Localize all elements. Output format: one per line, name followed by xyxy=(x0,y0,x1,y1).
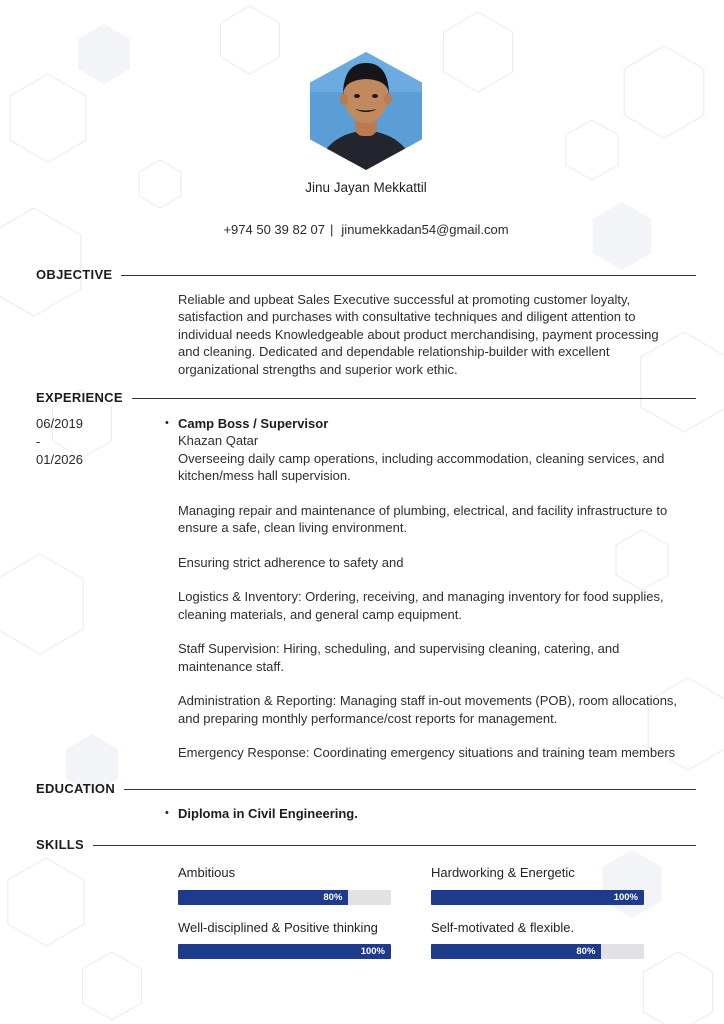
education-item xyxy=(165,805,696,823)
education-degree: Diploma in Civil Engineering. xyxy=(178,806,358,821)
resume-content xyxy=(0,52,724,959)
profile-photo xyxy=(310,52,422,170)
education-heading: EDUCATION xyxy=(36,780,116,796)
skill-item xyxy=(431,864,644,905)
skill-progress-track xyxy=(178,944,391,959)
experience-paragraph: Administration & Reporting: Managing staff in-out movements (POB), room allocations, and preparing monthly performance/cost reports for management. xyxy=(178,693,678,726)
skill-progress-fill xyxy=(431,890,644,905)
skill-progress-fill xyxy=(431,944,601,959)
experience-dates xyxy=(36,415,178,762)
experience-entry xyxy=(36,415,696,762)
experience-paragraph: Staff Supervision: Hiring, scheduling, and supervising cleaning, catering, and maintenance staff. xyxy=(178,641,620,674)
experience-heading-row xyxy=(36,389,696,407)
experience-paragraph: Managing repair and maintenance of plumbing, electrical, and facility infrastructure to ensure a safe, clean living environment. xyxy=(178,502,668,535)
skill-item xyxy=(431,919,644,960)
contact-separator: | xyxy=(330,221,334,237)
section-education xyxy=(36,780,696,823)
skill-progress-track xyxy=(431,944,644,959)
date-start: 06/2019 xyxy=(36,415,83,431)
skill-percent-label: 80% xyxy=(576,946,596,957)
skill-label: Ambitious xyxy=(178,865,236,880)
email-address: jinumekkadan54@gmail.com xyxy=(341,221,509,237)
skill-progress-track xyxy=(431,890,644,905)
date-separator: - xyxy=(36,433,41,449)
heading-rule xyxy=(121,275,696,276)
skills-grid xyxy=(178,864,644,959)
objective-heading-row xyxy=(36,266,696,284)
date-end: 01/2026 xyxy=(36,451,83,467)
skill-percent-label: 100% xyxy=(360,946,385,957)
bullet-icon: • xyxy=(165,416,169,429)
company-name: Khazan Qatar xyxy=(178,433,259,448)
education-heading-row xyxy=(36,780,696,798)
heading-rule xyxy=(93,845,696,846)
experience-body xyxy=(165,415,696,762)
objective-heading: OBJECTIVE xyxy=(36,267,113,282)
experience-paragraph: Emergency Response: Coordinating emergency situations and training team members xyxy=(178,745,676,760)
resume-header xyxy=(36,52,696,238)
experience-paragraph: Overseeing daily camp operations, including accommodation, cleaning services, and kitchen/mess hall supervision. xyxy=(178,450,665,483)
objective-text: Reliable and upbeat Sales Executive successful at promoting customer loyalty, satisfaction and purchases with consultative techniques and diligent attention to individual needs Knowledgeable about product merchandising, payment processing and cleaning. Dedicated and dependable relationship-builder with excellent organizational strengths and superior work ethic. xyxy=(178,291,659,377)
heading-rule xyxy=(132,398,696,399)
skill-label: Hardworking & Energetic xyxy=(431,865,575,880)
phone-number: +974 50 39 82 07 xyxy=(223,221,326,237)
candidate-name: Jinu Jayan Mekkattil xyxy=(305,180,427,195)
skills-heading-row xyxy=(36,836,696,854)
skill-label: Self-motivated & flexible. xyxy=(431,919,575,935)
bullet-icon: • xyxy=(165,807,169,819)
job-title: Camp Boss / Supervisor xyxy=(178,415,329,431)
skill-percent-label: 100% xyxy=(613,891,638,903)
heading-rule xyxy=(124,789,696,790)
experience-paragraph: Logistics & Inventory: Ordering, receiving, and managing inventory for food supplies, cleaning materials, and general camp equipment. xyxy=(178,589,664,622)
section-skills xyxy=(36,836,696,960)
skill-label: Well-disciplined & Positive thinking xyxy=(178,919,378,935)
section-objective xyxy=(36,266,696,378)
contact-line xyxy=(36,221,696,239)
profile-photo-image xyxy=(310,52,422,170)
skill-item xyxy=(178,919,391,960)
experience-paragraph: Ensuring strict adherence to safety and xyxy=(178,554,404,570)
experience-heading: EXPERIENCE xyxy=(36,390,123,405)
skill-progress-track xyxy=(178,890,391,905)
skills-heading: SKILLS xyxy=(36,836,85,852)
experience-title-row xyxy=(165,415,696,433)
skill-progress-fill xyxy=(178,890,348,905)
skill-percent-label: 80% xyxy=(323,891,343,903)
skill-progress-fill xyxy=(178,944,391,959)
section-experience xyxy=(36,389,696,762)
skill-item xyxy=(178,864,391,905)
